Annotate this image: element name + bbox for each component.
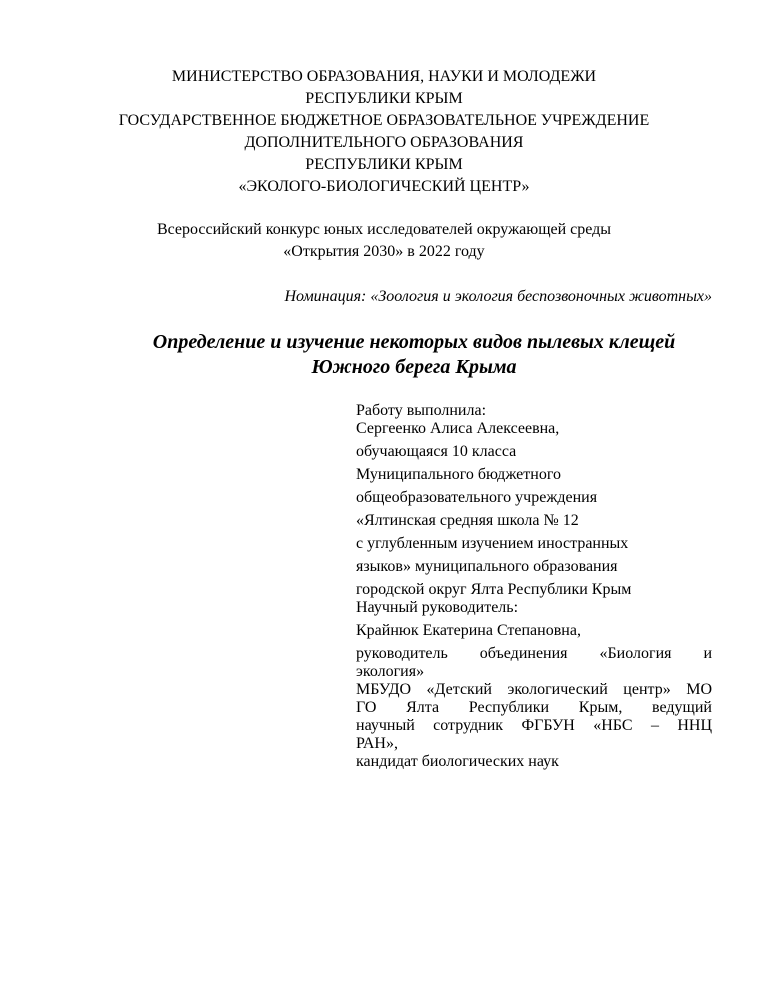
author-block <box>356 402 712 771</box>
school-line: языков» муниципального образования <box>356 558 618 575</box>
ministry-header <box>0 66 768 198</box>
contest-line: «Открытия 2030» в 2022 году <box>283 243 485 260</box>
author-name: Сергеенко Алиса Алексеевна, <box>356 420 560 437</box>
school-line: городской округ Ялта Республики Крым <box>356 581 632 598</box>
contest-line: Всероссийский конкурс юных исследователей окружающей среды <box>156 221 612 238</box>
supervisor-degree: кандидат биологических наук <box>356 753 559 770</box>
author-grade: обучающаяся 10 класса <box>356 443 517 460</box>
supervisor-org: научный сотрудник ФГБУН «НБС – ННЦ <box>356 717 712 734</box>
school-line: «Ялтинская средняя школа № 12 <box>356 512 579 529</box>
header-line: ГОСУДАРСТВЕННОЕ БЮДЖЕТНОЕ ОБРАЗОВАТЕЛЬНОЕ УЧРЕЖДЕНИЕ <box>118 112 650 129</box>
performed-by-label: Работу выполнила: <box>356 402 487 419</box>
header-line: ДОПОЛНИТЕЛЬНОГО ОБРАЗОВАНИЯ <box>244 134 524 151</box>
supervisor-org: РАН», <box>356 735 398 752</box>
header-line: МИНИСТЕРСТВО ОБРАЗОВАНИЯ, НАУКИ И МОЛОДЕЖИ <box>171 68 597 85</box>
school-line: Муниципального бюджетного <box>356 466 561 483</box>
supervisor-org: ГО Ялта Республики Крым, ведущий <box>356 699 712 716</box>
school-line: с углубленным изучением иностранных <box>356 535 629 552</box>
contest-info <box>0 219 768 263</box>
title-line: Определение и изучение некоторых видов пылевых клещей <box>152 331 676 353</box>
header-line: РЕСПУБЛИКИ КРЫМ <box>305 90 463 107</box>
supervisor-org: МБУДО «Детский экологический центр» МО <box>356 681 712 698</box>
school-line: общеобразовательного учреждения <box>356 489 598 506</box>
supervisor-role: руководитель объединения «Биология и <box>356 645 712 662</box>
header-line: РЕСПУБЛИКИ КРЫМ <box>305 156 463 173</box>
supervisor-role: экология» <box>356 663 425 680</box>
supervisor-label: Научный руководитель: <box>356 599 519 616</box>
nomination: Номинация: «Зоология и экология беспозвоночных животных» <box>284 288 712 305</box>
header-line: «ЭКОЛОГО-БИОЛОГИЧЕСКИЙ ЦЕНТР» <box>238 178 530 195</box>
work-title <box>0 330 768 380</box>
title-line: Южного берега Крыма <box>311 356 517 378</box>
supervisor-name: Крайнюк Екатерина Степановна, <box>356 622 581 639</box>
